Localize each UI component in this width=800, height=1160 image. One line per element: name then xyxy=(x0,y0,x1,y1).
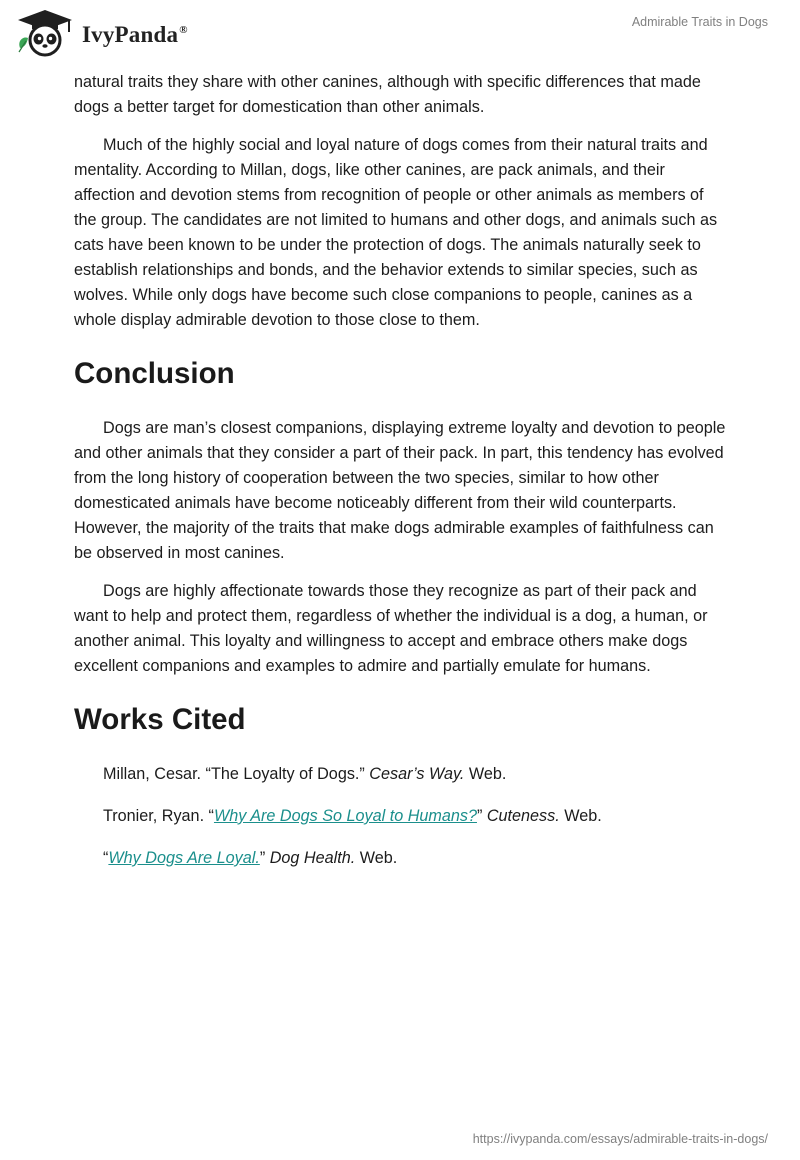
paragraph-continued: natural traits they share with other canines, although with specific differences that made dogs a better target for domestication than other animals. xyxy=(74,73,701,116)
section-heading-works-cited: Works Cited xyxy=(74,703,246,736)
citation-entry: Tronier, Ryan. “Why Are Dogs So Loyal to Humans?” Cuteness. Web. xyxy=(103,807,602,825)
brand-name: IvyPanda® xyxy=(82,22,188,47)
citation-source: Dog Health. xyxy=(269,849,356,867)
citation-link[interactable]: Why Are Dogs So Loyal to Humans? xyxy=(213,807,477,825)
citation-entry: Millan, Cesar. “The Loyalty of Dogs.” Cesar’s Way. Web. xyxy=(103,765,507,783)
footer-url[interactable]: https://ivypanda.com/essays/admirable-traits-in-dogs/ xyxy=(472,1132,768,1146)
paragraph: Much of the highly social and loyal nature of dogs comes from their natural traits and mentality. According to Millan, dogs, like other canines, are pack animals, and their affection and devotion stems from recognition of people or other animals as members of the group. The candidates are not limited to humans and other dogs, and animals such as cats have been known to be under the protection of dogs. The animals naturally seek to establish relationships and bonds, and the behavior extends to similar species, such as wolves. While only dogs have become such close companions to people, canines as a whole display admirable devotion to those close to them. xyxy=(74,136,718,329)
paragraph: Dogs are man’s closest companions, displaying extreme loyalty and devotion to people and other animals that they consider a part of their pack. In part, this tendency has evolved from the long history of cooperation between the two species, similar to how other domesticated animals have become noticeably different from their wild counterparts. However, the majority of the traits that make dogs admirable examples of faithfulness can be observed in most canines. xyxy=(74,419,726,562)
registered-mark: ® xyxy=(179,24,188,37)
paragraph: Dogs are highly affectionate towards those they recognize as part of their pack and want to help and protect them, regardless of whether the individual is a dog, a human, or another animal. This loyalty and willingness to accept and embrace others make dogs excellent companions and examples to admire and partially emulate for humans. xyxy=(74,582,708,675)
citation-link[interactable]: Why Dogs Are Loyal. xyxy=(108,849,260,867)
panda-graduate-icon xyxy=(14,8,76,58)
citation-entry: “Why Dogs Are Loyal.” Dog Health. Web. xyxy=(103,849,398,867)
document-title: Admirable Traits in Dogs xyxy=(631,15,768,29)
essay-content xyxy=(74,70,726,888)
citation-source: Cuteness. xyxy=(486,807,560,825)
page-header xyxy=(0,0,800,70)
ivypanda-logo[interactable] xyxy=(14,8,188,58)
citation-source: Cesar’s Way. xyxy=(369,765,465,783)
section-heading-conclusion: Conclusion xyxy=(74,357,235,390)
